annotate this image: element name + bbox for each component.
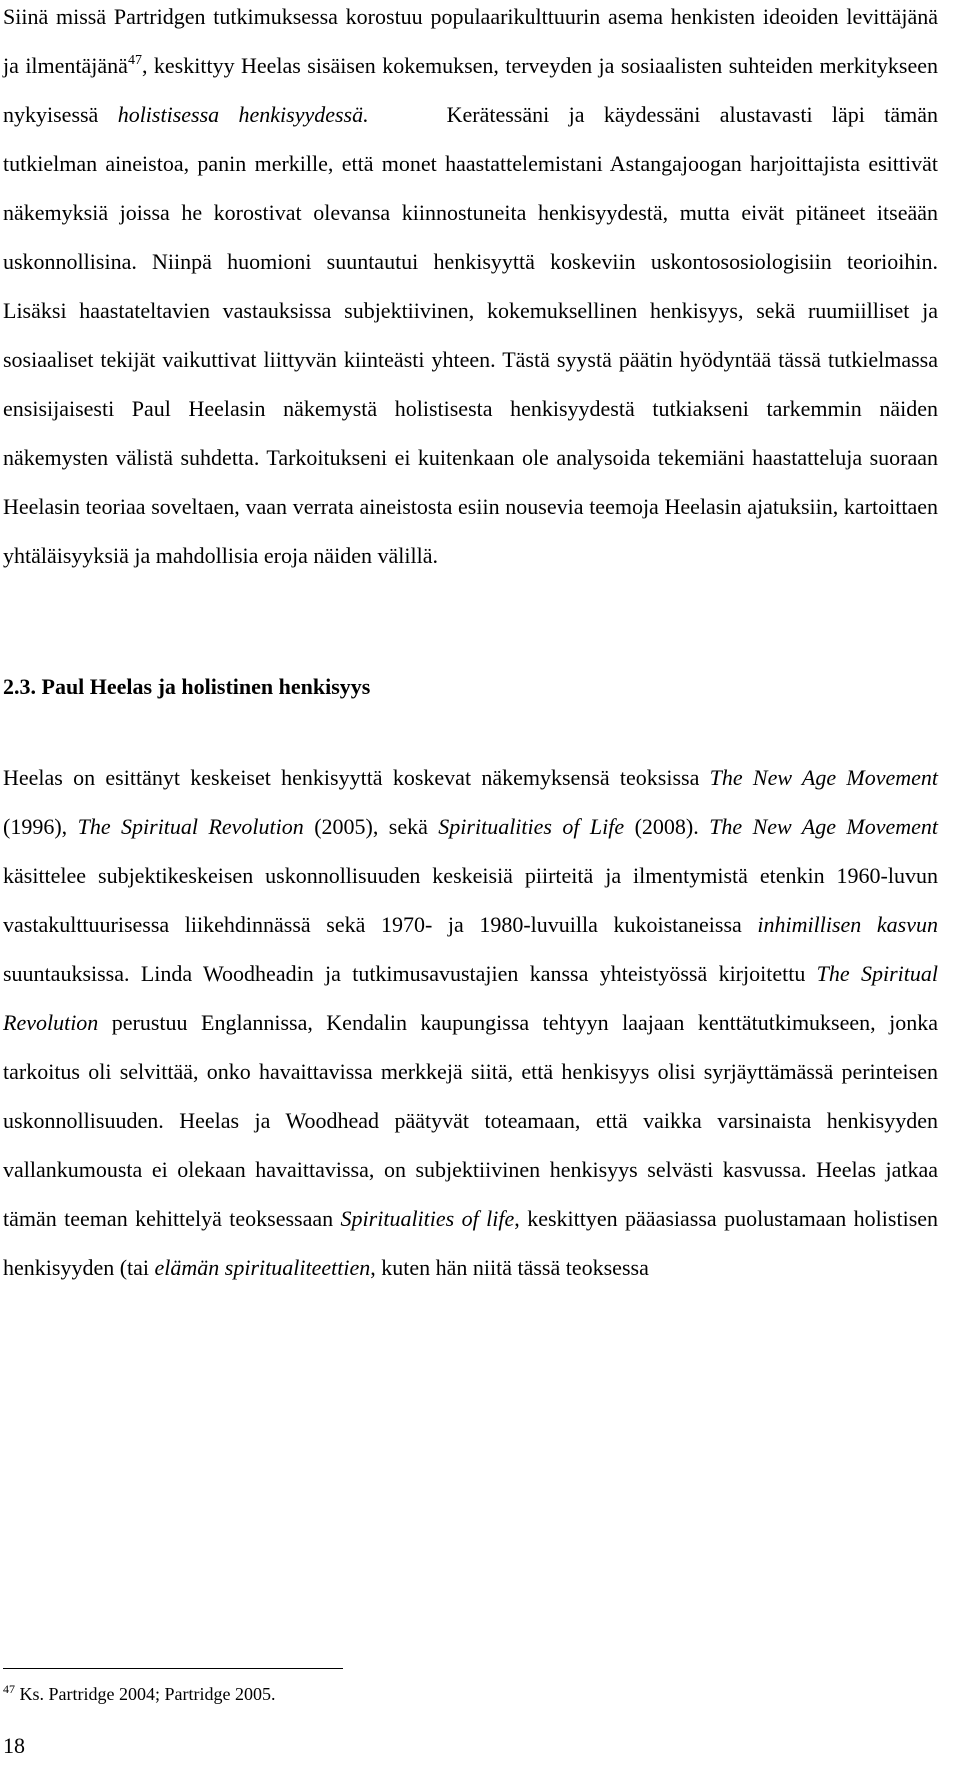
book-title-spiritual-revolution-2: The Spiritual Revolution [3,961,938,1035]
para2-text-4: (2008). [624,814,710,839]
para1-text-2: , keskittyy Heelas sisäisen kokemuksen, terveyden ja sosiaalisten suhteiden merkitykseen nykyisessä [3,53,939,127]
paragraph-1 [3,0,938,580]
book-title-spiritualities-of-life-2: Spiritualities of life [340,1206,515,1231]
footnote-separator [3,1668,343,1669]
para1-text-3: Kerätessäni ja käydessäni alustavasti läpi tämän tutkielman aineistoa, panin merkille, että monet haastattelemistani Astangajoogan harjoittajista esittivät näkemyksiä joissa he korostivat olevansa kiinnostuneita henkisyydestä, mutta eivät pitäneet itseään uskonnollisina. Niinpä huomioni suuntautui henkisyyttä koskeviin uskontososiologisiin teorioihin. Lisäksi haastateltavien vastauksissa subjektiivinen, kokemuksellinen henkisyys, sekä ruumiilliset ja sosiaaliset tekijät vaikuttivat liittyvän kiinteästi yhteen. Tästä syystä päätin hyödyntää tässä tutkielmassa ensisijaisesti Paul Heelasin näkemystä holistisesta henkisyydestä tutkiakseni tarkemmin näiden näkemysten välistä suhdetta. Tarkoitukseni ei kuitenkaan ole analysoida tekemiäni haastatteluja suoraan Heelasin teoriaa soveltaen, vaan verrata aineistosta esiin nousevia teemoja Heelasin ajatuksiin, kartoittaen yhtäläisyyksiä ja mahdollisia eroja näiden välillä. [3,102,939,568]
book-title-spiritual-revolution: The Spiritual Revolution [77,814,304,839]
book-title-new-age-movement-2: The New Age Movement [709,814,939,839]
para2-text-5: käsittelee subjektikeskeisen uskonnollisuuden keskeisiä piirteitä ja ilmentymistä etenkin 1960-luvun vastakulttuurisessa liikehdinnässä sekä 1970- ja 1980-luvuilla kukoistaneissa [3,863,938,937]
italic-elaman-spiritualiteettien: elämän spiritualiteettien [154,1255,371,1280]
page-number: 18 [3,1733,25,1758]
document-page [3,0,938,1292]
footnote-reference[interactable]: 47 [127,53,142,68]
book-title-new-age-movement: The New Age Movement [709,765,938,790]
para2-text-1: Heelas on esittänyt keskeiset henkisyyttä koskevat näkemyksensä teoksissa [3,765,710,790]
para1-italic-phrase: holistisessa henkisyydessä. [117,102,369,127]
para2-text-7: perustuu Englannissa, Kendalin kaupungissa tehtyyn laajaan kenttätutkimukseen, jonka tarkoitus oli selvittää, onko havaittavissa merkkejä siitä, että henkisyys olisi syrjäyttämässä perinteisen uskonnollisuuden. Heelas ja Woodhead päätyvät toteamaan, että vaikka varsinaista henkisyyden vallankumousta ei olekaan havaittavissa, on subjektiivinen henkisyys selvästi kasvussa. Heelas jatkaa tämän teeman kehittelyä teoksessaan [3,1010,938,1231]
paragraph-2 [3,753,938,1292]
book-title-spiritualities-of-life: Spiritualities of Life [438,814,625,839]
section-title: Paul Heelas ja holistinen henkisyys [36,674,371,699]
footnote [3,1677,275,1706]
para2-text-9: , kuten hän niitä tässä teoksessa [370,1255,649,1280]
para2-text-3: (2005), sekä [303,814,439,839]
para2-text-6: suuntauksissa. Linda Woodheadin ja tutkimusavustajien kanssa yhteistyössä kirjoitettu [3,961,817,986]
italic-inhimillisen-kasvun: inhimillisen kasvun [757,912,938,937]
para2-text-8: , keskittyen pääasiassa puolustamaan holistisen henkisyyden (tai [3,1206,939,1280]
footnote-text: Ks. Partridge 2004; Partridge 2005. [15,1684,276,1704]
section-heading [3,672,938,702]
footnote-number: 47 [3,1682,15,1696]
para1-text-1: Siinä missä Partridgen tutkimuksessa korostuu populaarikulttuurin asema henkisten ideoiden levittäjänä ja ilmentäjänä [3,4,938,78]
para2-text-2: (1996), [3,814,78,839]
section-number: 2.3. [3,674,36,699]
